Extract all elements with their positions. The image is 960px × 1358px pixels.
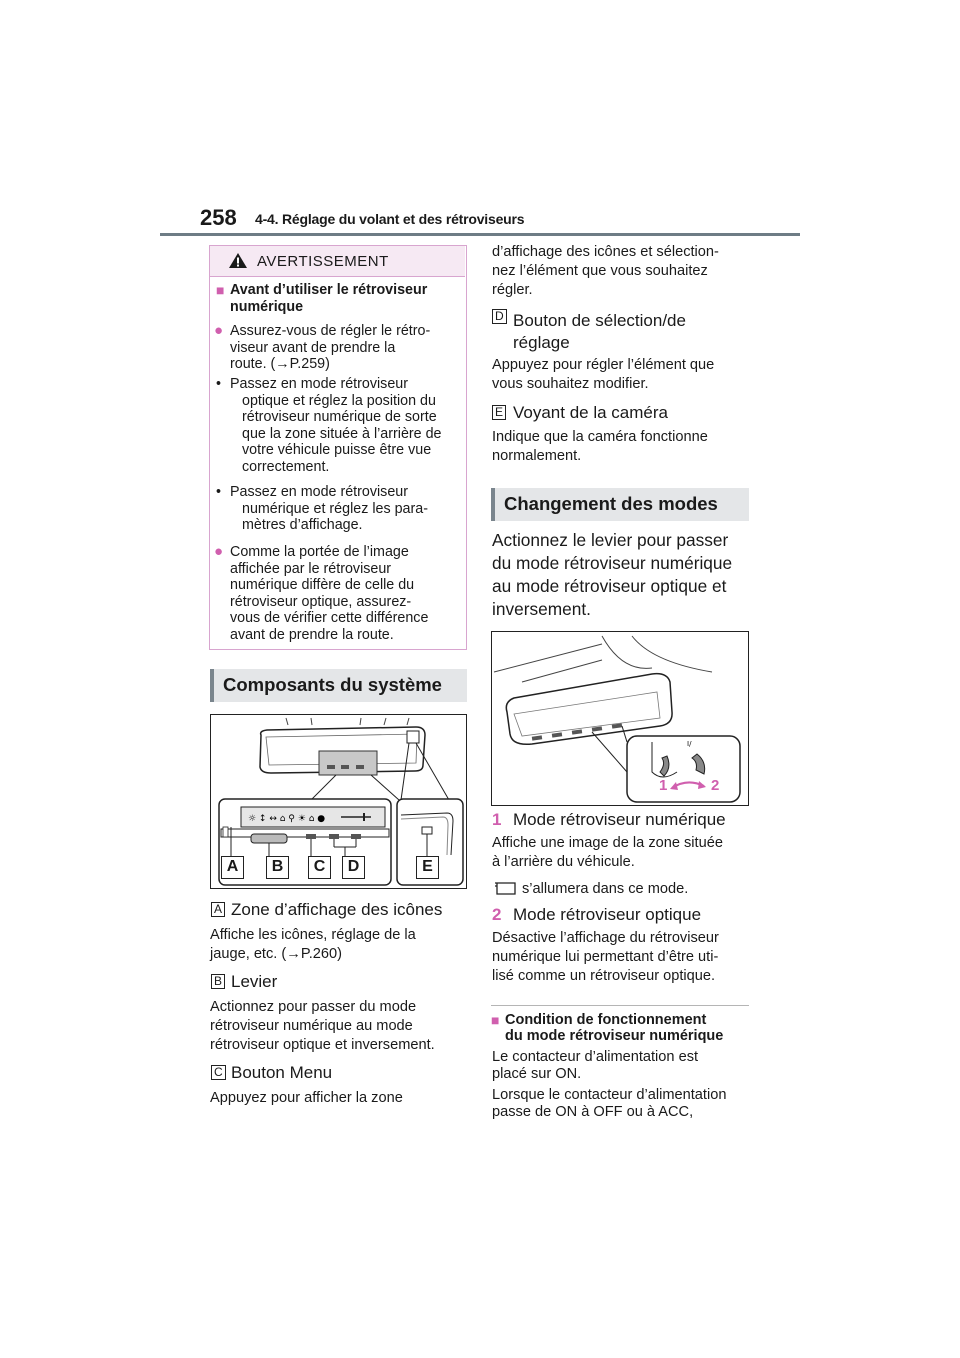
text-line: lisé comme un rétroviseur optique. [492,968,716,984]
text-line: Indique que la caméra fonctionne [492,429,708,445]
mode2-title: Mode rétroviseur optique [513,905,702,924]
mode1-title: Mode rétroviseur numérique [513,810,726,829]
item-c-desc [210,1089,403,1108]
badge-d: D [492,309,507,324]
text-line: viseur avant de prendre la [230,339,396,356]
text-line: Désactive l’affichage du rétroviseur [492,930,719,946]
text-line: optique et réglez la position du [242,392,436,409]
text-line: Appuyez pour régler l’élément que [492,357,715,373]
label-e: E [416,856,439,879]
warning-title: AVERTISSEMENT [257,253,389,270]
square-bullet-icon: ■ [216,282,225,298]
mode2-desc [492,929,719,986]
text-line: inversement. [492,599,591,619]
svg-text:☼ ↕ ↔ ⌂ ⚲ ☀ ⌂ ●: ☼ ↕ ↔ ⌂ ⚲ ☀ ⌂ ● [248,814,326,824]
item-e-desc [492,428,708,466]
square-bullet-icon: ■ [491,1012,500,1028]
item-d-desc [492,356,714,394]
label-b: B [266,856,289,879]
label-d: D [342,856,365,879]
modes-heading: Changement des modes [491,488,749,521]
text-line: placé sur ON. [492,1066,582,1082]
item-b-title: Levier [231,972,278,991]
text-line: Lorsque le contacteur d’alimentation [492,1087,727,1103]
lever-diagram-svg [492,632,747,804]
text-line: rétroviseur numérique de sorte [242,409,437,425]
text-line: rétroviseur optique et inversement. [210,1037,435,1053]
text-line: avant de prendre la route. [230,626,394,643]
text-line: Bouton de sélection/de [513,311,686,330]
label-c: C [308,856,331,879]
condition-p1 [492,1049,698,1083]
text-line: mètres d’affichage. [242,517,363,533]
lever-diagram [491,631,749,806]
mode1-number: 1 [492,810,502,829]
text-line: à l’arrière du véhicule. [492,854,635,870]
condition-p2 [492,1087,726,1121]
text-line: numérique et réglez les para- [242,500,428,517]
dash-marker: • [216,484,222,500]
text-line: Assurez-vous de régler le rétro- [230,323,431,339]
text-line: nez l’élément que vous souhaitez [492,263,708,279]
text-line: Passez en mode rétroviseur [230,484,408,500]
text-line: du mode rétroviseur numérique [505,1028,724,1044]
warning-box [209,245,467,650]
text-line: Affiche les icônes, réglage de la [210,927,416,943]
mode1-indicator-text: s’allumera dans ce mode. [522,881,689,897]
text-line: que la zone située à l’arrière de [242,425,442,442]
text-line: rétroviseur optique, assurez- [230,593,412,610]
text-line: vous de vérifier cette différence [230,610,429,626]
item-b-desc [210,998,435,1055]
text-line: régler. [492,282,533,298]
svg-text:I/: I/ [687,740,692,748]
item-a-title: Zone d’affichage des icônes [231,900,443,919]
components-heading: Composants du système [210,669,467,702]
header-rule [160,233,800,236]
item-a-desc [210,926,416,964]
badge-a: A [211,902,225,917]
text-line: Comme la portée de l’image [230,544,409,560]
text-line: votre véhicule puisse être vue [242,442,432,458]
page-number: 258 [200,205,237,230]
text-line: rétroviseur numérique au mode [210,1018,413,1034]
warning-triangle-icon [228,252,248,269]
warning-subtitle [230,282,466,315]
item-c-title: Bouton Menu [231,1063,333,1082]
mode2-number: 2 [492,905,502,924]
camera-indicator-icon [494,882,516,895]
item-e-title: Voyant de la caméra [513,403,668,422]
section-title: 4-4. Réglage du volant et des rétroviseurs [255,211,525,227]
lever-label-1: 1 [659,777,668,794]
warning-subtitle-text: Avant d’utiliser le rétroviseur numérique [230,282,428,315]
text-line: au mode rétroviseur optique et [492,576,727,596]
badge-c: C [211,1065,226,1080]
text-line: numérique diffère de celle du [230,577,415,593]
text-line: affichée par le rétroviseur [230,560,392,577]
item-d-title [513,310,686,354]
warning-dash-1 [230,376,442,475]
text-line: Actionnez le levier pour passer [492,530,729,550]
text-line: réglage [513,333,570,352]
text-line: du mode rétroviseur numérique [492,553,733,573]
divider [491,1005,749,1006]
text-line: passe de ON à OFF ou à ACC, [492,1104,694,1120]
text-line: numérique lui permettant d’être uti- [492,949,719,965]
mirror-components-diagram [210,714,467,889]
item-c-desc-continued [492,243,719,300]
lever-label-2: 2 [711,777,720,794]
text-line: Condition de fonctionnement [505,1012,707,1028]
warning-bullet-2 [230,544,428,643]
badge-b: B [211,974,225,989]
text-line: d’affichage des icônes et sélection- [492,244,719,260]
modes-intro [492,529,732,621]
text-line: Actionnez pour passer du mode [210,999,417,1015]
text-line: jauge, etc. (→P.260) [210,946,342,962]
round-bullet-icon: ● [214,322,224,339]
text-line: normalement. [492,448,582,464]
dash-marker: • [216,376,222,392]
text-line: Appuyez pour afficher la zone [210,1090,403,1106]
text-line: Le contacteur d’alimentation est [492,1049,699,1065]
warning-header [210,246,465,277]
condition-title [505,1012,723,1044]
text-line: vous souhaitez modifier. [492,376,649,392]
round-bullet-icon: ● [214,543,224,560]
warning-bullet-1 [230,323,430,373]
badge-e: E [492,405,506,420]
warning-dash-2 [230,484,428,534]
label-a: A [221,856,244,879]
text-line: Passez en mode rétroviseur [230,376,408,392]
text-line: Affiche une image de la zone située [492,835,723,851]
text-line: route. (→P.259) [230,356,330,372]
text-line: correctement. [242,458,330,475]
mode1-desc [492,834,723,872]
